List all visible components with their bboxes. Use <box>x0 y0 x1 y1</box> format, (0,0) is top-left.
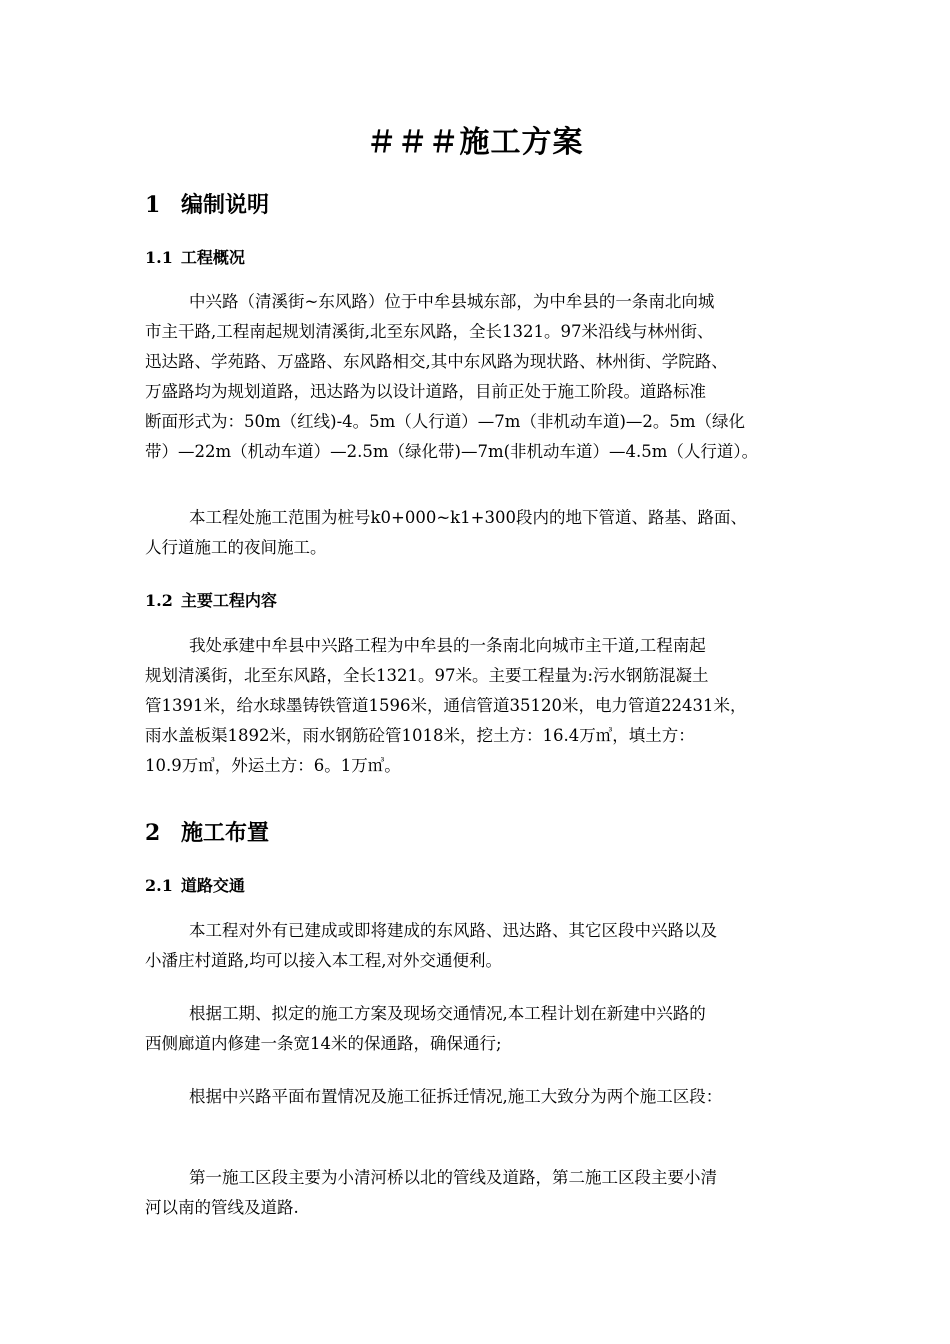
section-title: 道路交通 <box>180 876 245 895</box>
text-line: 根据中兴路平面布置情况及施工征拆迁情况,施工大致分为两个施工区段： <box>189 1087 723 1106</box>
text-line: 小潘庄村道路,均可以接入本工程,对外交通便利。 <box>145 951 502 970</box>
paragraph-overview-2 <box>145 503 825 563</box>
text-line: 雨水盖板渠1892米，雨水钢筋砼管1018米，挖土方：16.4万㎥，填土方： <box>145 726 695 745</box>
document-title: ＃＃＃施工方案 <box>366 125 584 160</box>
section-2-heading <box>145 816 269 847</box>
section-title: 编制说明 <box>181 192 270 218</box>
text-line: 市主干路,工程南起规划清溪街,北至东风路，全长1321。97米沿线与林州街、 <box>145 322 714 341</box>
text-line: 10.9万㎥，外运土方：6。1万㎥。 <box>145 756 401 775</box>
text-line: 规划清溪街，北至东风路，全长1321。97米。主要工程量为:污水钢筋混凝土 <box>145 666 709 685</box>
paragraph-traffic-2 <box>145 999 825 1059</box>
text-line: 本工程处施工范围为桩号k0+000~k1+300段内的地下管道、路基、路面、 <box>189 508 747 527</box>
text-line: 西侧廊道内修建一条宽14米的保通路，确保通行; <box>145 1034 502 1053</box>
text-line: 管1391米，给水球墨铸铁管道1596米，通信管道35120米，电力管道22431米， <box>145 696 747 715</box>
text-line: 人行道施工的夜间施工。 <box>145 538 327 557</box>
text-line: 第一施工区段主要为小清河桥以北的管线及道路，第二施工区段主要小清 <box>189 1168 717 1187</box>
paragraph-main-works <box>145 631 825 781</box>
text-line: 本工程对外有已建成或即将建成的东风路、迅达路、其它区段中兴路以及 <box>189 921 717 940</box>
section-1-2-heading <box>145 588 277 611</box>
paragraph-traffic-4 <box>145 1163 825 1223</box>
paragraph-traffic-3 <box>145 1082 825 1112</box>
paragraph-traffic-1 <box>145 916 825 976</box>
text-line: 万盛路均为规划道路，迅达路为以设计道路，目前正处于施工阶段。道路标准 <box>145 382 706 401</box>
section-number: 1.1 <box>145 248 173 267</box>
paragraph-overview-1 <box>145 287 825 467</box>
section-title: 主要工程内容 <box>180 591 277 610</box>
section-number: 2.1 <box>145 876 173 895</box>
section-number: 1 <box>145 192 161 218</box>
section-title: 工程概况 <box>180 248 245 267</box>
section-2-1-heading <box>145 873 245 896</box>
text-line: 中兴路（清溪街~东风路）位于中牟县城东部，为中牟县的一条南北向城 <box>189 292 715 311</box>
text-line: 河以南的管线及道路. <box>145 1198 299 1217</box>
text-line: 根据工期、拟定的施工方案及现场交通情况,本工程计划在新建中兴路的 <box>189 1004 706 1023</box>
section-title: 施工布置 <box>181 820 270 846</box>
section-1-heading <box>145 188 269 219</box>
text-line: 带）—22m（机动车道）—2.5m（绿化带)—7m(非机动车道）—4.5m（人行道）。 <box>145 442 759 461</box>
text-line: 断面形式为：50m（红线)-4。5m（人行道）—7m（非机动车道)—2。5m（绿化 <box>145 412 746 431</box>
section-number: 1.2 <box>145 591 173 610</box>
section-number: 2 <box>145 820 161 846</box>
section-1-1-heading <box>145 245 245 268</box>
text-line: 迅达路、学苑路、万盛路、东风路相交,其中东风路为现状路、林州街、学院路、 <box>145 352 728 371</box>
text-line: 我处承建中牟县中兴路工程为中牟县的一条南北向城市主干道,工程南起 <box>189 636 706 655</box>
